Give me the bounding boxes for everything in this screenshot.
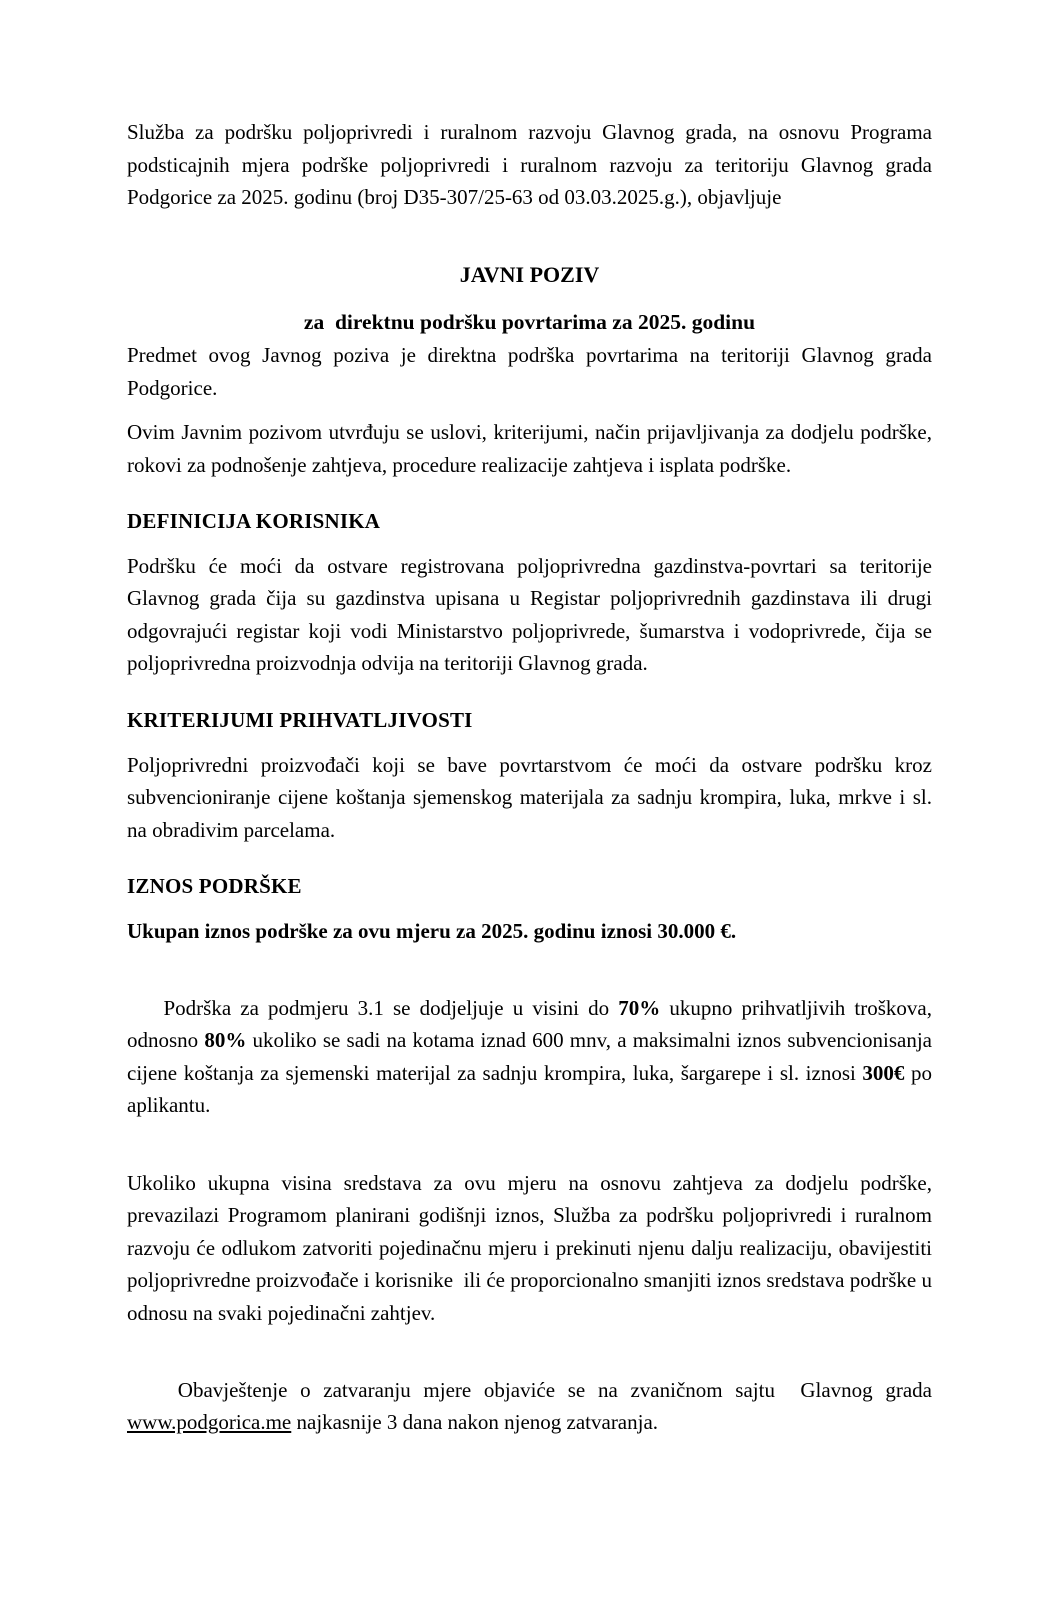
document-title: JAVNI POZIV	[459, 261, 600, 287]
closing-segment: Obavještenje o zatvaranju mjere objaviće se na zvaničnom sajtu Glavnog grada	[177, 1377, 938, 1402]
predmet-paragraph: Predmet ovog Javnog poziva je direktna podrška povrtarima na teritoriji Glavnog grada Podgorice.	[127, 343, 938, 400]
section-heading-definicija-korisnika: DEFINICIJA KORISNIKA	[127, 509, 381, 534]
detail-segment: Podrška za podmjeru 3.1 se dodjeljuje u visini do	[163, 995, 619, 1020]
detail-segment-bold-80pct: 80%	[204, 1028, 247, 1053]
detail-segment: po aplikantu.	[127, 1060, 938, 1118]
closing-segment: najkasnije 3 dana nakon njenog zatvaranja.	[291, 1410, 659, 1435]
closing-paragraph	[127, 1341, 938, 1471]
section-heading-kriterijumi-prihvatljivosti: KRITERIJUMI PRIHVATLJIVOSTI	[127, 707, 473, 732]
iznos-detail-paragraph	[127, 959, 938, 1154]
iznos-total-line: Ukupan iznos podrške za ovu mjeru za 2025. godinu iznosi 30.000 €.	[127, 918, 737, 943]
uslovi-paragraph: Ovim Javnim pozivom utvrđuju se uslovi, kriterijumi, način prijavljivanja za dodjelu podrške, rokovi za podnošenje zahtjeva, procedure realizacije zahtjeva i isplata podrške.	[127, 420, 938, 477]
detail-segment-bold-300eur: 300€	[862, 1060, 905, 1085]
detail-segment: ukoliko se sadi na kotama iznad 600 mnv, a maksimalni iznos subvencionisanja cijene koštanja za sjemenski materijal za sadnju krompira, luka, šargarepe i sl. iznosi	[127, 1028, 938, 1085]
detail-segment-bold-70pct: 70%	[618, 995, 661, 1020]
section-heading-iznos-podrske: IZNOS PODRŠKE	[127, 874, 302, 899]
podgorica-website-link[interactable]: www.podgorica.me	[127, 1410, 292, 1435]
iznos-overflow-paragraph: Ukoliko ukupna visina sredstava za ovu mjeru na osnovu zahtjeva za dodjelu podrške, prevazilazi Programom planirani godišnji iznos, Služba za podršku poljoprivredi i ruralnom razvoju će odlukom zatvoriti pojedinačnu mjeru i prekinuti njenu dalju realizaciju, obavijestiti poljoprivredne proizvođače i korisnike ili će proporcionalno smanjiti iznos sredstava podrške u odnosu na svaki pojedinačni zahtjev.	[127, 1170, 938, 1325]
detail-segment: ukupno prihvatljivih troškova, odnosno	[127, 995, 938, 1053]
definicija-korisnika-body: Podršku će moći da ostvare registrovana poljoprivredna gazdinstva-povrtari sa teritorije Glavnog grada čija su gazdinstva upisana u Registar poljoprivrednih gazdinstava ili drugi odgovrajući registar koji vodi Ministarstvo poljoprivrede, šumarstva i vodoprivrede, čija se poljoprivredna proizvodnja odvija na teritoriji Glavnog grada.	[127, 553, 938, 676]
kriterijumi-prihvatljivosti-body: Poljoprivredni proizvođači koji se bave povrtarstvom će moći da ostvare podršku kroz subvencioniranje cijene koštanja sjemenskog materijala za sadnju krompira, luka, mrkve i sl. na obradivim parcelama.	[127, 752, 938, 842]
document-subtitle: za direktnu podršku povrtarima za 2025. godinu	[303, 309, 756, 334]
intro-paragraph: Služba za podršku poljoprivredi i ruralnom razvoju Glavnog grada, na osnovu Programa podsticajnih mjera podrške poljoprivredi i ruralnom razvoju za teritoriju Glavnog grada Podgorice za 2025. godinu (broj D35-307/25-63 od 03.03.2025.g.), objavljuje	[127, 120, 938, 210]
